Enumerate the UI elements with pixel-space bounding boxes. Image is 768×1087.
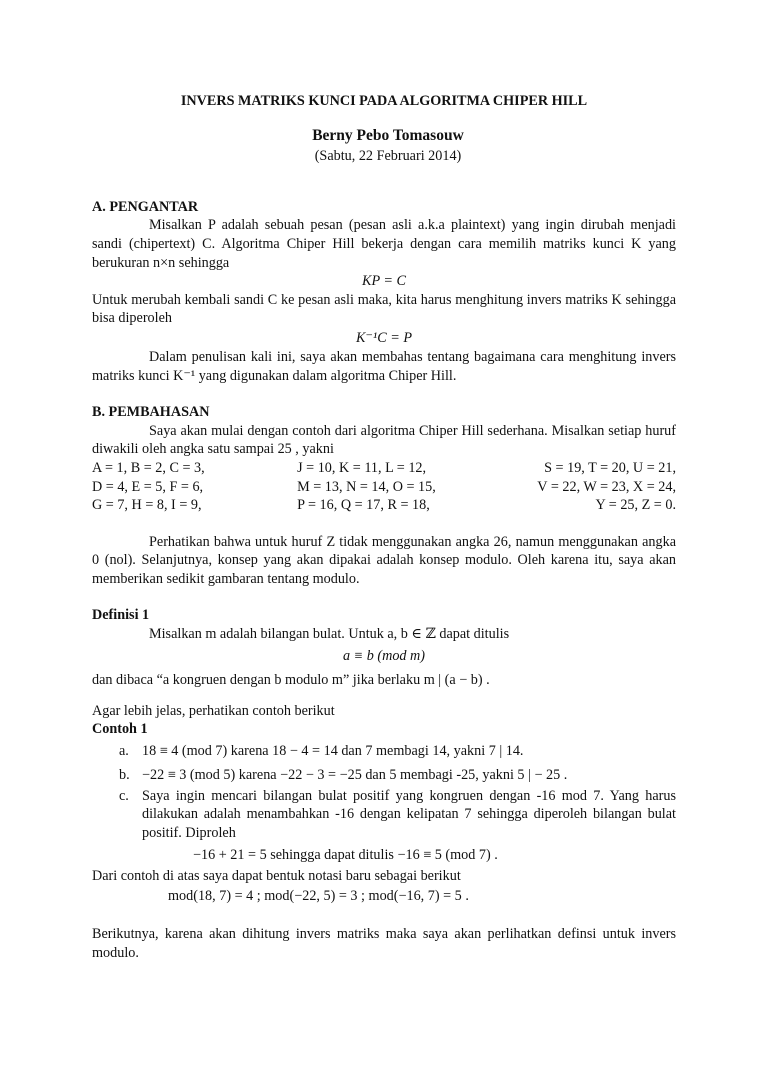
table-row — [92, 496, 676, 515]
section-a-heading: A. PENGANTAR — [92, 198, 199, 215]
example-list — [92, 739, 676, 867]
author-name: Berny Pebo Tomasouw — [312, 126, 464, 144]
alphabet-table — [92, 459, 676, 515]
example-c-result: −16 + 21 = 5 sehingga dapat ditulis −16 ≡ 5 (mod 7) . — [193, 846, 498, 863]
equation-kinv-c-p: K⁻¹C = P — [355, 329, 412, 346]
notation-line: mod(18, 7) = 4 ; mod(−22, 5) = 3 ; mod(−16, 7) = 5 . — [168, 888, 469, 905]
section-b-paragraph-1: Saya akan mulai dengan contoh dari algoritma Chiper Hill sederhana. Misalkan setiap huruf diwakili oleh angka satu sampai 25 , yakni — [92, 422, 676, 458]
example-intro: Agar lebih jelas, perhatikan contoh berikut — [92, 702, 335, 719]
section-b-paragraph-2: Perhatikan bahwa untuk huruf Z tidak menggunakan angka 26, namun menggunakan angka 0 (nol). Selanjutnya, konsep yang akan dipakai adalah konsep modulo. Oleh karena itu, saya akan memberikan sedikit gambaran tentang modulo. — [92, 533, 676, 587]
section-a-paragraph-1: Misalkan P adalah sebuah pesan (pesan asli a.k.a plaintext) yang ingin dirubah menjadi sandi (chipertext) C. Algoritma Chiper Hill bekerja dengan cara memilih matriks kunci K yang berukuran n×n sehingga — [92, 217, 676, 271]
list-item — [119, 739, 676, 763]
list-item — [119, 787, 676, 843]
alphabet-cell: V = 22, W = 23, X = 24, — [537, 478, 676, 495]
notation-intro: Dari contoh di atas saya dapat bentuk notasi baru sebagai berikut — [92, 867, 461, 884]
alphabet-cell: Y = 25, Z = 0. — [595, 497, 676, 514]
list-text: 18 ≡ 4 (mod 7) karena 18 − 4 = 14 dan 7 membagi 14, yakni 7 | 14. — [142, 742, 524, 759]
list-text: Saya ingin mencari bilangan bulat positif yang kongruen dengan -16 mod 7. Yang harus dilakukan adalah menambahkan -16 dengan kelipatan 7 sehingga diperoleh bilangan bulat positif. Diproleh — [142, 787, 676, 842]
alphabet-cell: D = 4, E = 5, F = 6, — [92, 478, 204, 495]
table-row — [92, 478, 676, 497]
list-marker: c. — [119, 787, 129, 804]
section-a-paragraph-2: Untuk merubah kembali sandi C ke pesan asli maka, kita harus menghitung invers matriks K sehingga bisa diperoleh — [92, 291, 676, 327]
closing-paragraph: Berikutnya, karena akan dihitung invers matriks maka saya akan perlihatkan definsi untuk invers modulo. — [92, 926, 676, 961]
list-text: −22 ≡ 3 (mod 5) karena −22 − 3 = −25 dan 5 membagi -25, yakni 5 | − 25 . — [142, 766, 568, 783]
list-marker: b. — [119, 766, 130, 783]
example-heading: Contoh 1 — [92, 721, 148, 738]
definition-line-1: Misalkan m adalah bilangan bulat. Untuk a, b ∈ ℤ dapat ditulis — [149, 626, 510, 643]
section-a-paragraph-3: Dalam penulisan kali ini, saya akan membahas tentang bagaimana cara menghitung invers matriks kunci K⁻¹ yang digunakan dalam algoritma Chiper Hill. — [92, 348, 676, 384]
alphabet-cell: P = 16, Q = 17, R = 18, — [297, 497, 430, 514]
alphabet-cell: M = 13, N = 14, O = 15, — [297, 478, 436, 495]
document-date: (Sabtu, 22 Februari 2014) — [314, 148, 462, 165]
table-row — [92, 459, 676, 478]
document-title: INVERS MATRIKS KUNCI PADA ALGORITMA CHIPER HILL — [180, 93, 588, 109]
equation-kp-c: KP = C — [361, 273, 406, 290]
definition-heading: Definisi 1 — [92, 607, 150, 624]
list-item — [119, 763, 676, 787]
alphabet-cell: A = 1, B = 2, C = 3, — [92, 459, 205, 476]
section-b-heading: B. PEMBAHASAN — [92, 404, 210, 421]
alphabet-cell: G = 7, H = 8, I = 9, — [92, 497, 202, 514]
list-marker: a. — [119, 742, 129, 759]
definition-line-2: dan dibaca “a kongruen dengan b modulo m” jika berlaku m | (a − b) . — [92, 671, 490, 688]
definition-equation: a ≡ b (mod m) — [342, 647, 426, 664]
alphabet-cell: J = 10, K = 11, L = 12, — [297, 459, 427, 476]
alphabet-cell: S = 19, T = 20, U = 21, — [544, 459, 676, 476]
